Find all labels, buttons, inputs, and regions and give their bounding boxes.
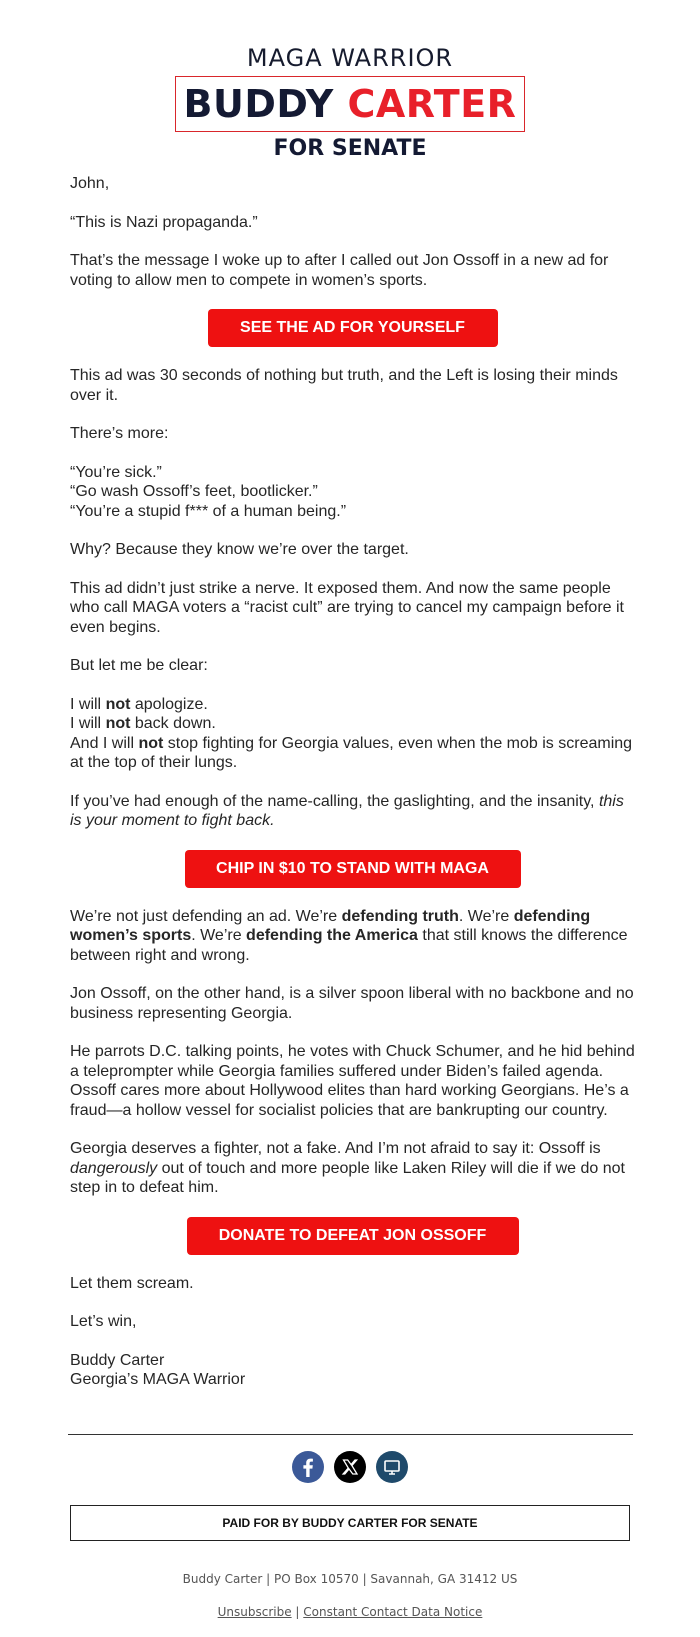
paragraph: Let’s win, xyxy=(70,1313,137,1330)
pledge-list xyxy=(70,695,635,773)
text-fragment: I will xyxy=(70,715,106,732)
cta-wrap xyxy=(70,1217,635,1255)
text-fragment: Georgia deserves a fighter, not a fake. And I’m not afraid to say it: Ossoff is xyxy=(70,1140,601,1157)
paragraph: “This is Nazi propaganda.” xyxy=(70,213,258,231)
signature-name: Buddy Carter xyxy=(70,1351,165,1369)
paragraph xyxy=(70,792,635,831)
emphasis: defending women’s sports xyxy=(70,907,591,944)
quote-line: “You’re a stupid f*** of a human being.” xyxy=(70,502,347,520)
text-fragment: back down. xyxy=(130,715,216,732)
cta-wrap xyxy=(70,850,635,888)
text-fragment: . We’re xyxy=(191,927,247,944)
see-ad-button[interactable]: SEE THE AD FOR YOURSELF xyxy=(208,309,498,347)
paragraph: He parrots D.C. talking points, he votes with Chuck Schumer, and he hid behind a teleprompter while Georgia families suffered under Biden’s failed agenda. Ossoff cares more about Hollywood elites than hard working Georgians. He’s a fraud—a hollow vessel for socialist policies that are bankrupting our country. xyxy=(70,1043,635,1119)
paragraph: That’s the message I woke up to after I called out Jon Ossoff in a new ad for voting to allow men to compete in women’s sports. xyxy=(70,252,609,289)
logo-tagline: MAGA WARRIOR xyxy=(246,44,454,72)
footer-address: Buddy Carter | PO Box 10570 | Savannah, GA 31412 US xyxy=(182,1572,518,1586)
text-fragment: apologize. xyxy=(130,695,208,713)
quote-line: “Go wash Ossoff’s feet, bootlicker.” xyxy=(70,483,318,500)
text-fragment: We’re not just defending an ad. We’re xyxy=(70,907,342,925)
quote-line: “You’re sick.” xyxy=(70,463,162,481)
greeting: John, xyxy=(70,175,110,192)
quote-list xyxy=(70,463,635,522)
emphasis: not xyxy=(105,715,131,732)
social-links xyxy=(0,1451,700,1483)
pledge-line xyxy=(70,714,635,734)
emphasis: not xyxy=(105,695,131,713)
facebook-icon[interactable] xyxy=(292,1451,324,1483)
unsubscribe-link[interactable]: Unsubscribe xyxy=(217,1605,292,1619)
paragraph: Jon Ossoff, on the other hand, is a silver spoon liberal with no backbone and no business representing Georgia. xyxy=(70,985,634,1022)
paragraph: Let them scream. xyxy=(70,1274,194,1292)
donate-button[interactable]: DONATE TO DEFEAT JON OSSOFF xyxy=(187,1217,519,1255)
pledge-line xyxy=(70,695,635,715)
x-icon[interactable] xyxy=(334,1451,366,1483)
footer-separator: | xyxy=(291,1605,304,1619)
paragraph: This ad was 30 seconds of nothing but truth, and the Left is losing their minds over it. xyxy=(70,367,618,404)
text-fragment: stop fighting for Georgia values, even when the mob is screaming at the top of their lungs. xyxy=(70,734,633,771)
website-icon[interactable] xyxy=(376,1451,408,1483)
logo-subtitle: FOR SENATE xyxy=(273,136,427,161)
text-fragment: And I will xyxy=(70,734,139,752)
paragraph: This ad didn’t just strike a nerve. It exposed them. And now the same people who call MAGA voters a “racist cult” are trying to cancel my campaign before it even begins. xyxy=(70,579,624,636)
text-fragment: that still knows the difference between right and wrong. xyxy=(70,927,628,964)
signature-title: Georgia’s MAGA Warrior xyxy=(70,1371,246,1388)
emphasis: dangerously xyxy=(70,1159,158,1177)
emphasis: defending truth xyxy=(341,907,459,925)
text-fragment: out of touch and more people like Laken Riley will die if we do not step in to defeat him. xyxy=(70,1159,625,1196)
footer-divider xyxy=(68,1434,633,1435)
text-fragment: I will xyxy=(70,695,106,713)
paragraph xyxy=(70,907,635,966)
paid-for-disclaimer: PAID FOR BY BUDDY CARTER FOR SENATE xyxy=(70,1505,630,1541)
footer-links xyxy=(0,1605,700,1619)
emphasis: defending the America xyxy=(246,927,418,944)
email-body xyxy=(70,174,635,1409)
data-notice-link[interactable]: Constant Contact Data Notice xyxy=(303,1605,483,1619)
emphasis: this is your moment to fight back. xyxy=(70,792,624,829)
cta-wrap xyxy=(70,309,635,347)
logo-first-name: BUDDY xyxy=(183,82,334,126)
paragraph: But let me be clear: xyxy=(70,657,208,674)
text-fragment: If you’ve had enough of the name-calling, the gaslighting, and the insanity, xyxy=(70,792,599,810)
signature xyxy=(70,1351,635,1390)
pledge-line xyxy=(70,734,635,773)
paragraph: There’s more: xyxy=(70,425,169,442)
paragraph xyxy=(70,1139,635,1198)
logo-last-name: CARTER xyxy=(347,82,517,126)
chip-in-button[interactable]: CHIP IN $10 TO STAND WITH MAGA xyxy=(185,850,521,888)
emphasis: not xyxy=(138,734,164,752)
paragraph: Why? Because they know we’re over the target. xyxy=(70,541,409,558)
logo-name-box xyxy=(175,76,525,132)
text-fragment: . We’re xyxy=(458,907,514,925)
campaign-logo xyxy=(0,0,700,162)
